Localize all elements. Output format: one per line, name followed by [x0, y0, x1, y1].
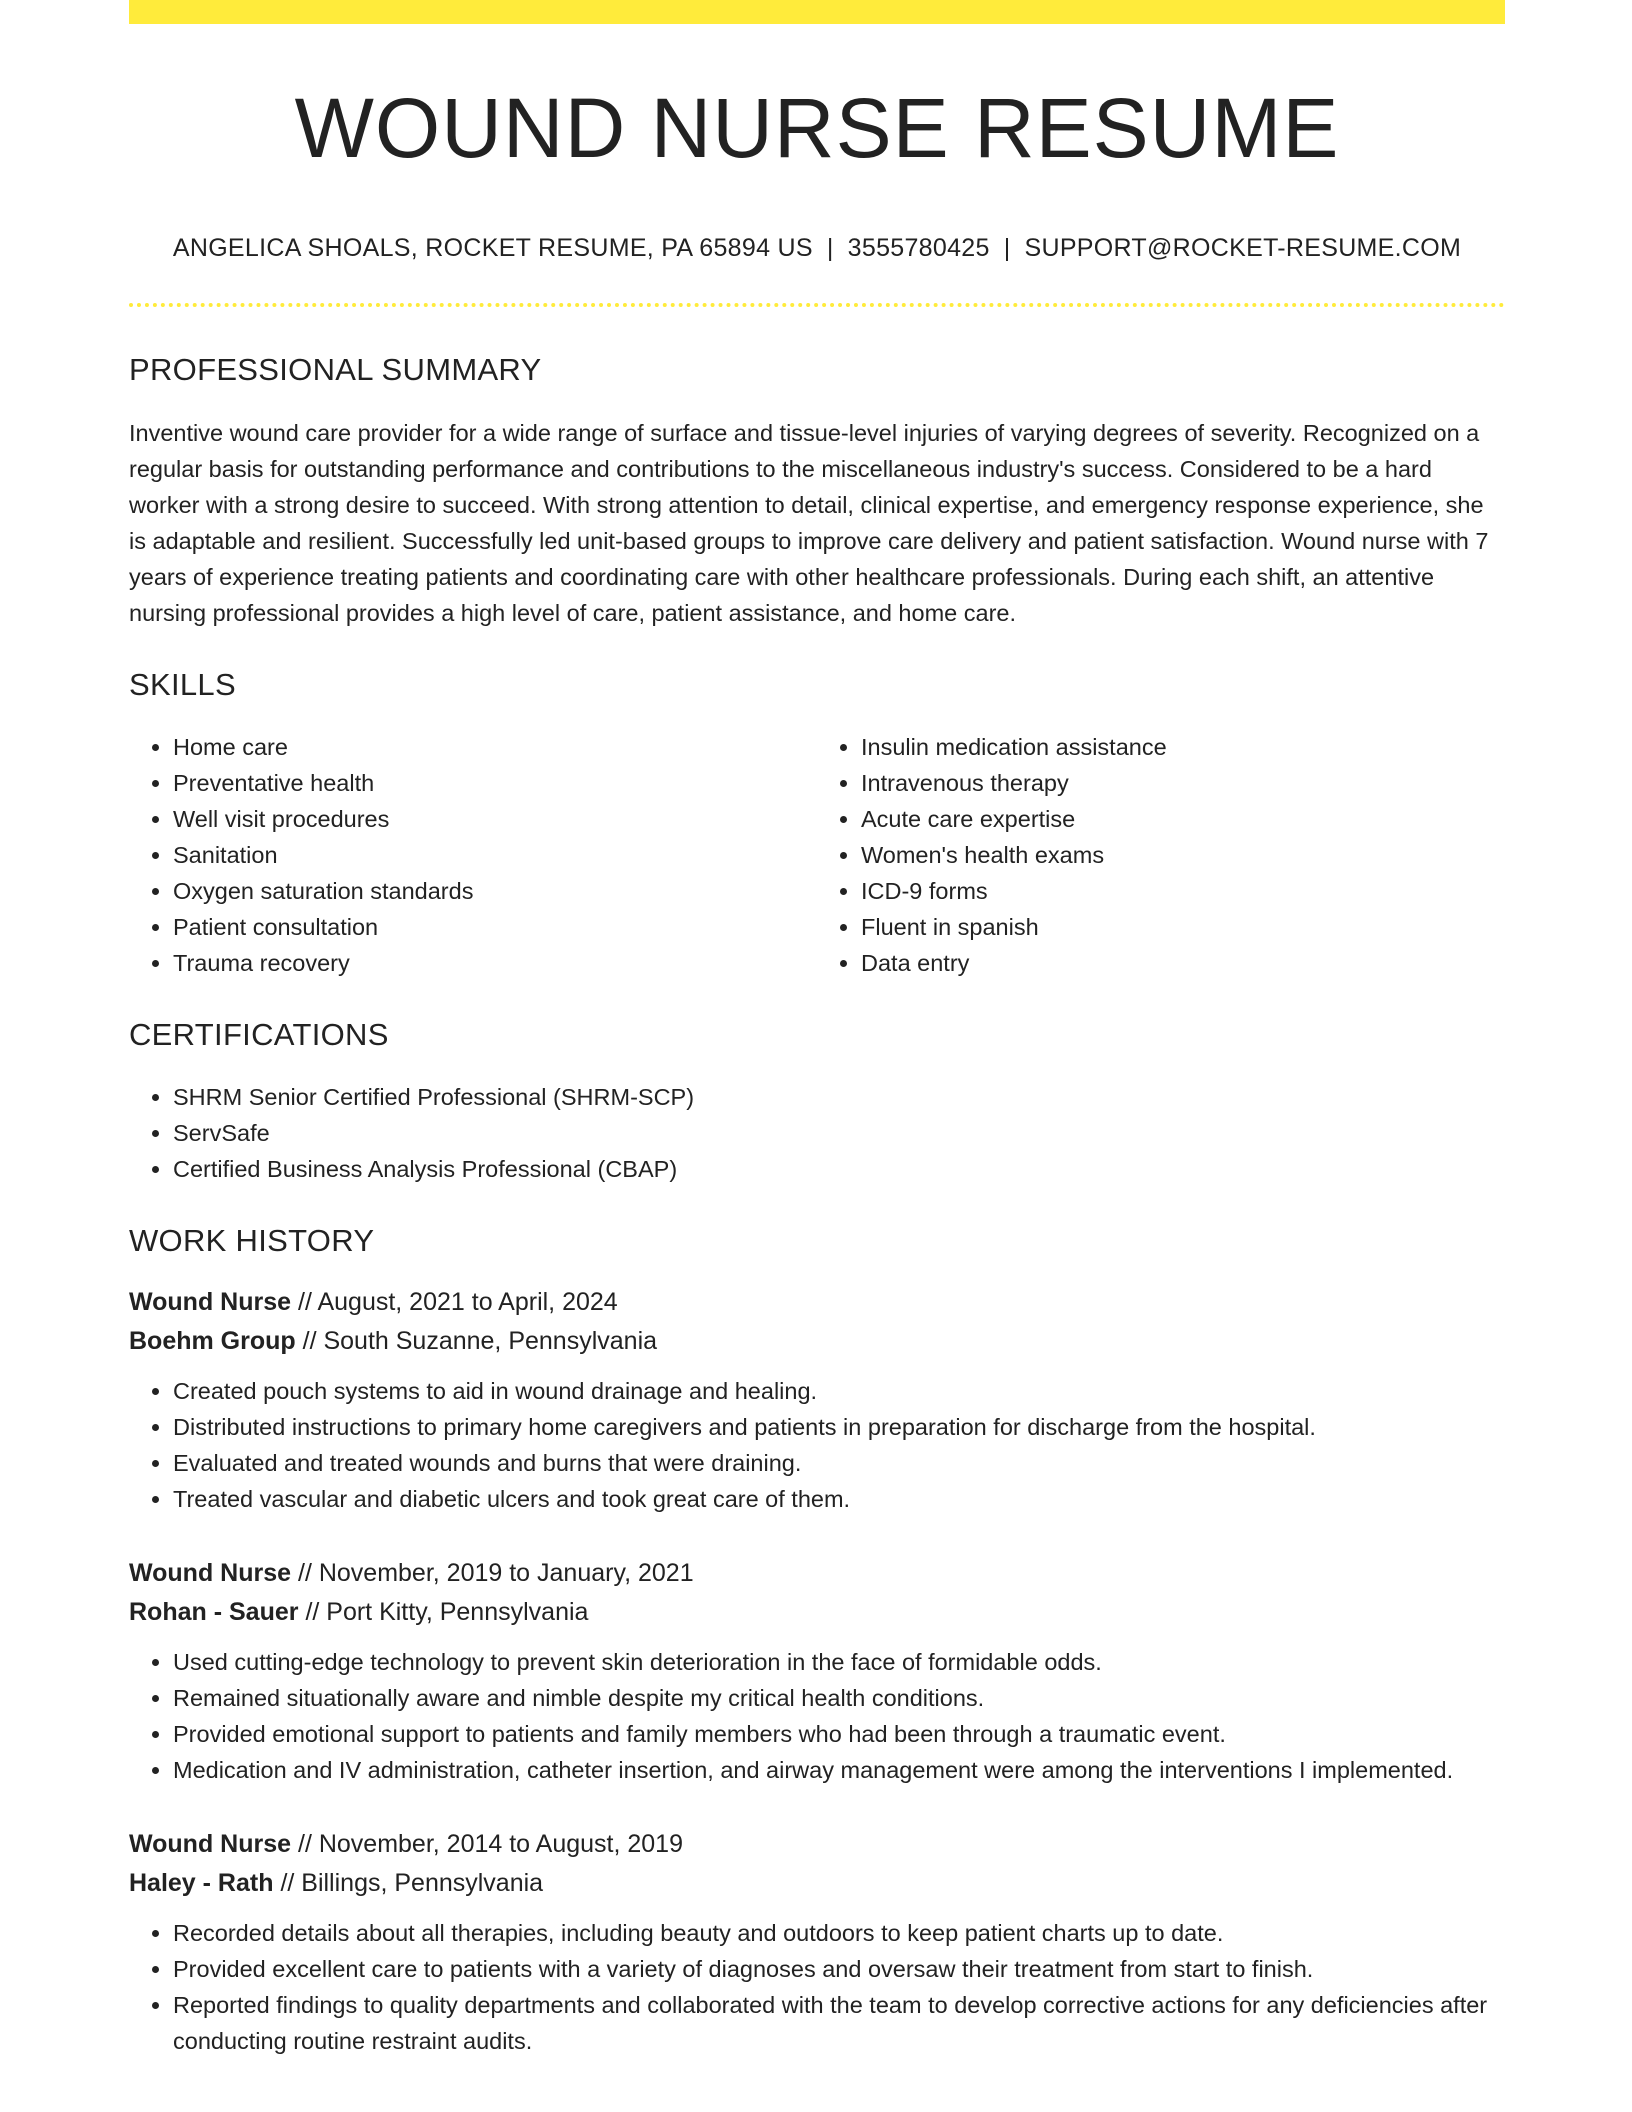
resume-page	[127, 0, 1505, 2059]
job-bullets	[129, 1644, 1505, 1788]
resume-title: WOUND NURSE RESUME	[294, 81, 1340, 175]
skill-item: • Acute care expertise	[861, 801, 1505, 837]
certification-item: • SHRM Senior Certified Professional (SHRM-SCP)	[173, 1079, 1505, 1115]
skill-item: • Data entry	[861, 945, 1505, 981]
skill-item: • Home care	[173, 729, 817, 765]
contact-line	[129, 234, 1505, 263]
job-bullet: • Distributed instructions to primary home caregivers and patients in preparation for discharge from the hospital.	[173, 1409, 1505, 1445]
job-dates: // August, 2021 to April, 2024	[298, 1288, 618, 1316]
skill-item: • Intravenous therapy	[861, 765, 1505, 801]
job-company-line	[129, 1593, 1505, 1632]
job-dates: // November, 2014 to August, 2019	[298, 1830, 683, 1858]
contact-separator: |	[1003, 234, 1011, 262]
job-bullets	[129, 1373, 1505, 1517]
skill-item: • Women's health exams	[861, 837, 1505, 873]
job-role-line	[129, 1554, 1505, 1593]
job-bullet: • Provided emotional support to patients and family members who had been through a traumatic event.	[173, 1716, 1505, 1752]
skill-item: • Preventative health	[173, 765, 817, 801]
job-role: Wound Nurse	[129, 1830, 292, 1858]
contact-phone: 3555780425	[847, 234, 990, 262]
job-role-line	[129, 1283, 1505, 1322]
certifications-list	[129, 1079, 1505, 1187]
dotted-divider	[129, 303, 1505, 307]
job-role: Wound Nurse	[129, 1559, 292, 1587]
contact-address: ANGELICA SHOALS, ROCKET RESUME, PA 65894 US	[172, 234, 813, 262]
job-location: // Billings, Pennsylvania	[280, 1869, 544, 1897]
job-dates: // November, 2019 to January, 2021	[298, 1559, 694, 1587]
job-bullet: • Evaluated and treated wounds and burns that were draining.	[173, 1445, 1505, 1481]
contact-separator: |	[826, 234, 834, 262]
skill-item: • Fluent in spanish	[861, 909, 1505, 945]
job-location: // Port Kitty, Pennsylvania	[305, 1598, 589, 1626]
skill-item: • ICD-9 forms	[861, 873, 1505, 909]
job-bullets	[129, 1915, 1505, 2059]
skill-item: • Patient consultation	[173, 909, 817, 945]
skill-item: • Trauma recovery	[173, 945, 817, 981]
job-bullet: • Provided excellent care to patients with a variety of diagnoses and oversaw their treatment from start to finish.	[173, 1951, 1505, 1987]
job-role: Wound Nurse	[129, 1288, 292, 1316]
job-company: Rohan - Sauer	[129, 1598, 299, 1626]
skills-list-left	[129, 729, 817, 981]
job-bullet: • Medication and IV administration, catheter insertion, and airway management were among the interventions I implemented.	[173, 1752, 1505, 1788]
job-location: // South Suzanne, Pennsylvania	[302, 1327, 658, 1355]
certifications-heading: CERTIFICATIONS	[129, 1017, 389, 1052]
skills-grid	[129, 729, 1505, 981]
job-bullet: • Recorded details about all therapies, including beauty and outdoors to keep patient charts up to date.	[173, 1915, 1505, 1951]
certification-item: • Certified Business Analysis Professional (CBAP)	[173, 1151, 1505, 1187]
skill-item: • Insulin medication assistance	[861, 729, 1505, 765]
summary-heading: PROFESSIONAL SUMMARY	[129, 352, 542, 387]
contact-email: SUPPORT@ROCKET-RESUME.COM	[1024, 234, 1462, 262]
job-bullet: • Remained situationally aware and nimble despite my critical health conditions.	[173, 1680, 1505, 1716]
skill-item: • Sanitation	[173, 837, 817, 873]
job-bullet: • Created pouch systems to aid in wound drainage and healing.	[173, 1373, 1505, 1409]
job-company: Boehm Group	[129, 1327, 296, 1355]
work-history-heading: WORK HISTORY	[129, 1223, 375, 1258]
skill-item: • Oxygen saturation standards	[173, 873, 817, 909]
job-bullet: • Used cutting-edge technology to prevent skin deterioration in the face of formidable odds.	[173, 1644, 1505, 1680]
job-entry	[129, 1283, 1505, 1517]
skills-list-right	[817, 729, 1505, 981]
summary-text: Inventive wound care provider for a wide range of surface and tissue-level injuries of varying degrees of severity. Recognized on a regular basis for outstanding performance and contributions to the miscellaneous industry's success. Considered to be a hard worker with a strong desire to succeed. With strong attention to detail, clinical expertise, and emergency response experience, she is adaptable and resilient. Successfully led unit-based groups to improve care delivery and patient satisfaction. Wound nurse with 7 years of experience treating patients and coordinating care with other healthcare professionals. During each shift, an attentive nursing professional provides a high level of care, patient assistance, and home care.	[129, 420, 1489, 626]
job-company-line	[129, 1864, 1505, 1903]
accent-bar	[129, 0, 1505, 24]
job-company-line	[129, 1322, 1505, 1361]
skill-item: • Well visit procedures	[173, 801, 817, 837]
skills-heading: SKILLS	[129, 667, 236, 702]
job-company: Haley - Rath	[129, 1869, 274, 1897]
job-bullet: • Reported findings to quality departments and collaborated with the team to develop corrective actions for any deficiencies after conducting routine restraint audits.	[173, 1987, 1505, 2059]
certification-item: • ServSafe	[173, 1115, 1505, 1151]
job-bullet: • Treated vascular and diabetic ulcers and took great care of them.	[173, 1481, 1505, 1517]
job-role-line	[129, 1825, 1505, 1864]
job-entry	[129, 1554, 1505, 1788]
job-entry	[129, 1825, 1505, 2059]
